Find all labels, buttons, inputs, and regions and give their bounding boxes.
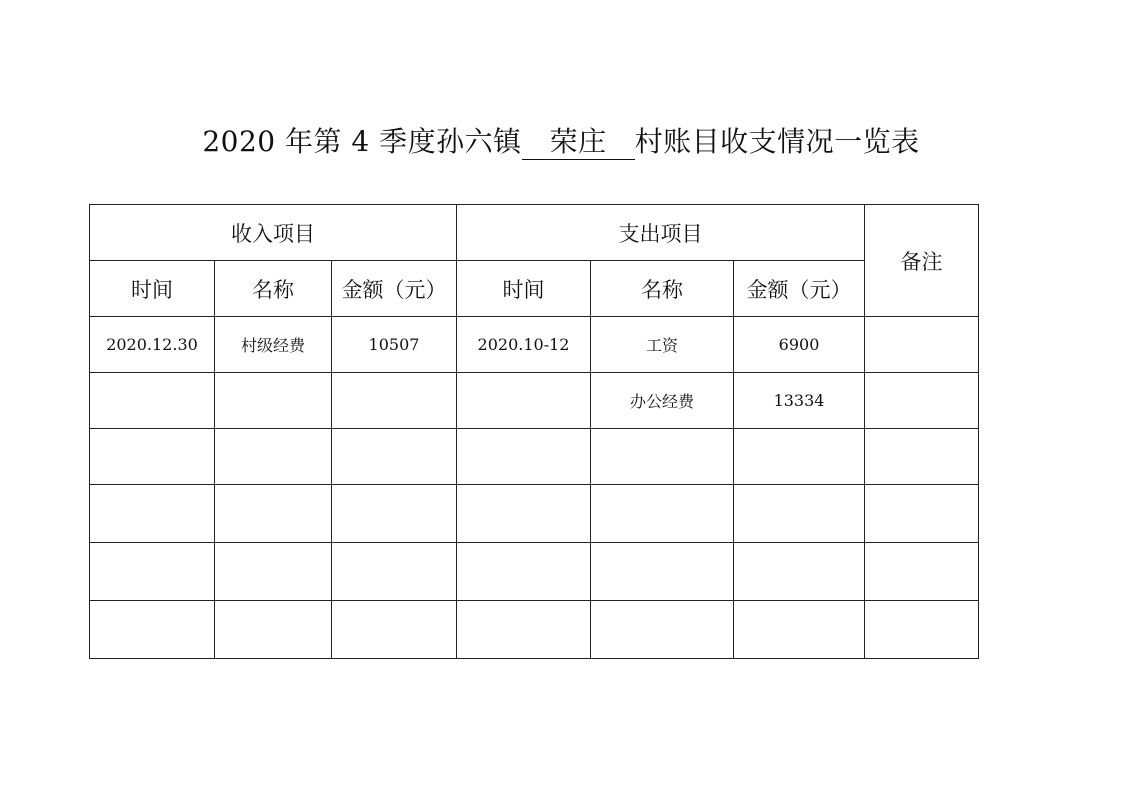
income-time-cell [90, 543, 215, 601]
income-name-cell [215, 373, 332, 429]
remark-cell [865, 543, 979, 601]
income-time-cell [90, 429, 215, 485]
income-name-cell [215, 601, 332, 659]
table-row [90, 429, 979, 485]
expense-time-cell: 2020.10-12 [457, 317, 591, 373]
expense-time-header: 时间 [457, 261, 591, 317]
expense-time-cell [457, 543, 591, 601]
income-amount-cell [332, 543, 457, 601]
income-name-cell [215, 485, 332, 543]
remark-cell [865, 485, 979, 543]
expense-time-cell [457, 429, 591, 485]
expense-time-cell [457, 485, 591, 543]
income-amount-cell [332, 373, 457, 429]
expense-name-header: 名称 [591, 261, 734, 317]
expense-name-cell: 工资 [591, 317, 734, 373]
table-row [90, 317, 979, 373]
income-time-header: 时间 [90, 261, 215, 317]
income-time-cell [90, 373, 215, 429]
income-amount-cell [332, 485, 457, 543]
table-row [90, 373, 979, 429]
income-time-cell: 2020.12.30 [90, 317, 215, 373]
income-amount-cell [332, 429, 457, 485]
expense-amount-cell [734, 601, 865, 659]
remark-cell [865, 601, 979, 659]
title-village-name: 荣庄 [522, 125, 635, 160]
expense-amount-header: 金额（元） [734, 261, 865, 317]
income-group-header: 收入项目 [90, 205, 457, 261]
income-name-cell [215, 543, 332, 601]
expense-amount-cell [734, 429, 865, 485]
income-time-cell [90, 601, 215, 659]
income-name-header: 名称 [215, 261, 332, 317]
table-row [90, 485, 979, 543]
remark-header: 备注 [865, 205, 979, 317]
income-amount-header: 金额（元） [332, 261, 457, 317]
expense-group-header: 支出项目 [457, 205, 865, 261]
income-name-cell [215, 429, 332, 485]
income-name-cell: 村级经费 [215, 317, 332, 373]
expense-name-cell [591, 601, 734, 659]
title-prefix: 2020 年第 4 季度孙六镇 [202, 125, 522, 158]
income-amount-cell [332, 601, 457, 659]
expense-amount-cell: 13334 [734, 373, 865, 429]
expense-name-cell [591, 485, 734, 543]
ledger-table [89, 204, 979, 659]
expense-name-cell [591, 429, 734, 485]
expense-name-cell: 办公经费 [591, 373, 734, 429]
remark-cell [865, 429, 979, 485]
expense-time-cell [457, 601, 591, 659]
title-suffix: 村账目收支情况一览表 [634, 125, 920, 158]
expense-amount-cell [734, 543, 865, 601]
expense-amount-cell [734, 485, 865, 543]
table-row [90, 601, 979, 659]
income-amount-cell: 10507 [332, 317, 457, 373]
remark-cell [865, 373, 979, 429]
income-time-cell [90, 485, 215, 543]
expense-name-cell [591, 543, 734, 601]
expense-time-cell [457, 373, 591, 429]
remark-cell [865, 317, 979, 373]
page-title [0, 120, 1122, 160]
expense-amount-cell: 6900 [734, 317, 865, 373]
table-row [90, 543, 979, 601]
